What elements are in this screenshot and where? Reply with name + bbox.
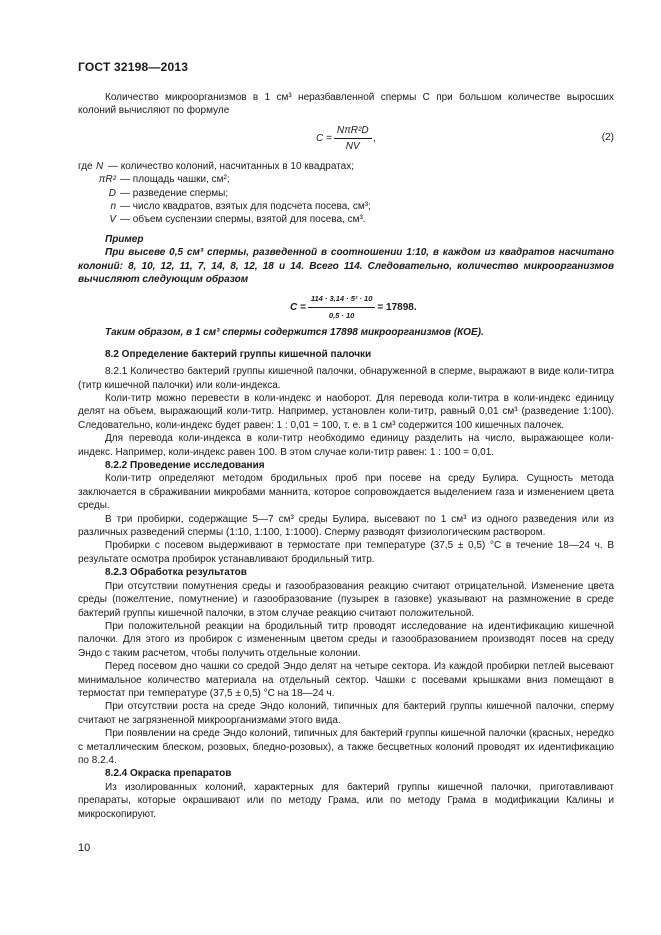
intro-paragraph: Количество микроорганизмов в 1 см³ неразбавленной спермы C при большом количестве выросших колоний вычисляют по формуле <box>78 92 614 117</box>
definition-item <box>78 200 614 213</box>
formula-tail: , <box>373 133 377 145</box>
example-heading: Пример <box>105 233 144 245</box>
paragraph-8-2-2-c: Пробирки с посевом выдерживают в термостате при температуре (37,5 ± 0,5) °С в течение 18—24 ч. В результате осмотра пробирок устанавливают бродильный титр. <box>78 540 614 565</box>
example-formula-expression <box>290 292 417 322</box>
definition-lead: где <box>78 160 93 172</box>
formula-2 <box>78 122 614 156</box>
definition-symbol: V <box>109 214 116 226</box>
definition-text: — число квадратов, взятых для подсчета посева, см³; <box>120 200 371 212</box>
paragraph-coli-index: Для перевода коли-индекса в коли-титр необходимо единицу разделить на число, выражающее коли-индекс. Например, коли-индекс равен 100. В этом случае коли-титр равен: 1 : 100 = 0,01. <box>78 433 614 458</box>
formula-number: (2) <box>601 131 614 143</box>
section-8-2-3-heading: 8.2.3 Обработка результатов <box>105 567 247 579</box>
definition-item <box>78 160 614 173</box>
definition-text: — разведение спермы; <box>120 187 229 199</box>
section-8-2-heading: 8.2 Определение бактерий группы кишечной палочки <box>105 348 372 360</box>
page-content <box>78 91 614 821</box>
definition-symbol: n <box>110 200 116 212</box>
example-formula <box>78 291 614 323</box>
definition-item <box>78 173 614 186</box>
document-header: ГОСТ 32198—2013 <box>78 60 189 74</box>
formula-denominator: NV <box>345 141 360 153</box>
paragraph-8-2-3-a: При отсутствии помутнения среды и газообразования реакцию считают отрицательной. Изменение цвета среды (пожелтение, помутнение) и газообразование (пузырек в газовке) указывают на размножение в среде бактерий группы кишечной палочки, в этом случае реакцию считают положительной. <box>78 580 614 619</box>
paragraph-8-2-2-b: В три пробирки, содержащие 5—7 см³ среды Булира, высевают по 1 см³ из одного разведения или из различных разведений спермы (1:10, 1:100, 1:1000). Сперму разводят физиологическим раствором. <box>78 513 614 539</box>
example-text: При высеве 0,5 см³ спермы, разведенной в соотношении 1:10, в каждом из квадратов насчитано колоний: 8, 10, 12, 11, 7, 14, 8, 12, 18 и 14. Всего 114. Следовательно, количество микроорганизмов вычисляют следующим образом <box>78 247 614 285</box>
example-formula-numerator: 114 · 3,14 · 5² · 10 <box>308 292 376 307</box>
formula-fraction <box>334 124 372 154</box>
example-formula-lhs: C = <box>290 301 306 313</box>
paragraph-8-2-4: Из изолированных колоний, характерных для бактерий группы кишечной палочки, приготавливают препараты, которые окрашивают или по методу Грама, или по методу Грама в модификации Калины и микроскопируют. <box>78 781 614 820</box>
example-formula-denominator: 0,5 · 10 <box>328 310 355 320</box>
definition-text: — площадь чашки, см²; <box>120 174 230 186</box>
definition-symbol: D <box>108 187 116 199</box>
paragraph-8-2-2-a: Коли-титр определяют методом бродильных проб при посеве на среду Булира. Сущность метода заключается в сбраживании микробами маннита, которое сопровождается выделением газа и изменением цвета среды. <box>78 473 614 512</box>
definition-item <box>78 187 614 200</box>
paragraph-8-2-3-b: При положительной реакции на бродильный титр проводят исследование на идентификацию кишечной палочки. Для этого из пробирок с измененным цветом среды и газообразованием производят посев на среду Эндо с таким расчетом, чтобы получить отдельные колонии. <box>78 620 614 659</box>
paragraph-coli-titr: Коли-титр можно перевести в коли-индекс и наоборот. Для перевода коли-титра в коли-индекс единицу делят на объем, выражающий коли-титр. Например, установлен коли-титр, равный 0,01 см³ (разведение 1:100). Следовательно, коли-индекс будет равен: 1 : 0,01 = 100, т. е. в 1 см³ содержится 100 кишечных палочек. <box>78 393 614 431</box>
section-8-2-4-heading: 8.2.4 Окраска препаратов <box>105 768 232 780</box>
definition-text: — объем суспензии спермы, взятой для посева, см³. <box>120 214 366 226</box>
paragraph-8-2-3-d: При отсутствии роста на среде Эндо колоний, типичных для бактерий группы кишечной палочки, сперму считают не загрязненной микроорганизмами этого вида. <box>78 701 614 726</box>
example-formula-fraction <box>308 292 376 322</box>
formula-numerator: NπR²D <box>334 124 372 139</box>
definition-symbol: N <box>96 160 104 172</box>
definitions-list <box>78 160 614 227</box>
paragraph-8-2-3-c: Перед посевом дно чашки со средой Эндо делят на четыре сектора. Из каждой пробирки петлей высевают минимальное количество материала на отдельный сектор. Чашки с посевами крышками вниз помещают в термостат при температуре (37,5 ± 0,5) °С на 18—24 ч. <box>78 661 614 699</box>
example-conclusion: Таким образом, в 1 см³ спермы содержится 17898 микроорганизмов (КОЕ). <box>105 327 484 339</box>
section-8-2-2-heading: 8.2.2 Проведение исследования <box>105 460 265 472</box>
paragraph-8-2-1: 8.2.1 Количество бактерий группы кишечной палочки, обнаруженной в сперме, выражают в виде коли-титра (титр кишечной палочки) или коли-индекса. <box>78 366 614 391</box>
paragraph-8-2-3-e: При появлении на среде Эндо колоний, типичных для бактерий группы кишечной палочки (красных, нередко с металлическим блеском, розовых, бледно-розовых), а также бесцветных колоний проводят их идентификацию по 8.2.4. <box>78 728 614 766</box>
example-formula-result: = 17898. <box>377 301 417 313</box>
definition-item <box>78 213 614 226</box>
definition-text: — количество колоний, насчитанных в 10 квадратах; <box>108 160 354 172</box>
formula-expression <box>316 124 376 154</box>
formula-lhs: C = <box>316 133 332 145</box>
page-number: 10 <box>78 842 91 854</box>
definition-symbol: πR² <box>98 174 116 186</box>
